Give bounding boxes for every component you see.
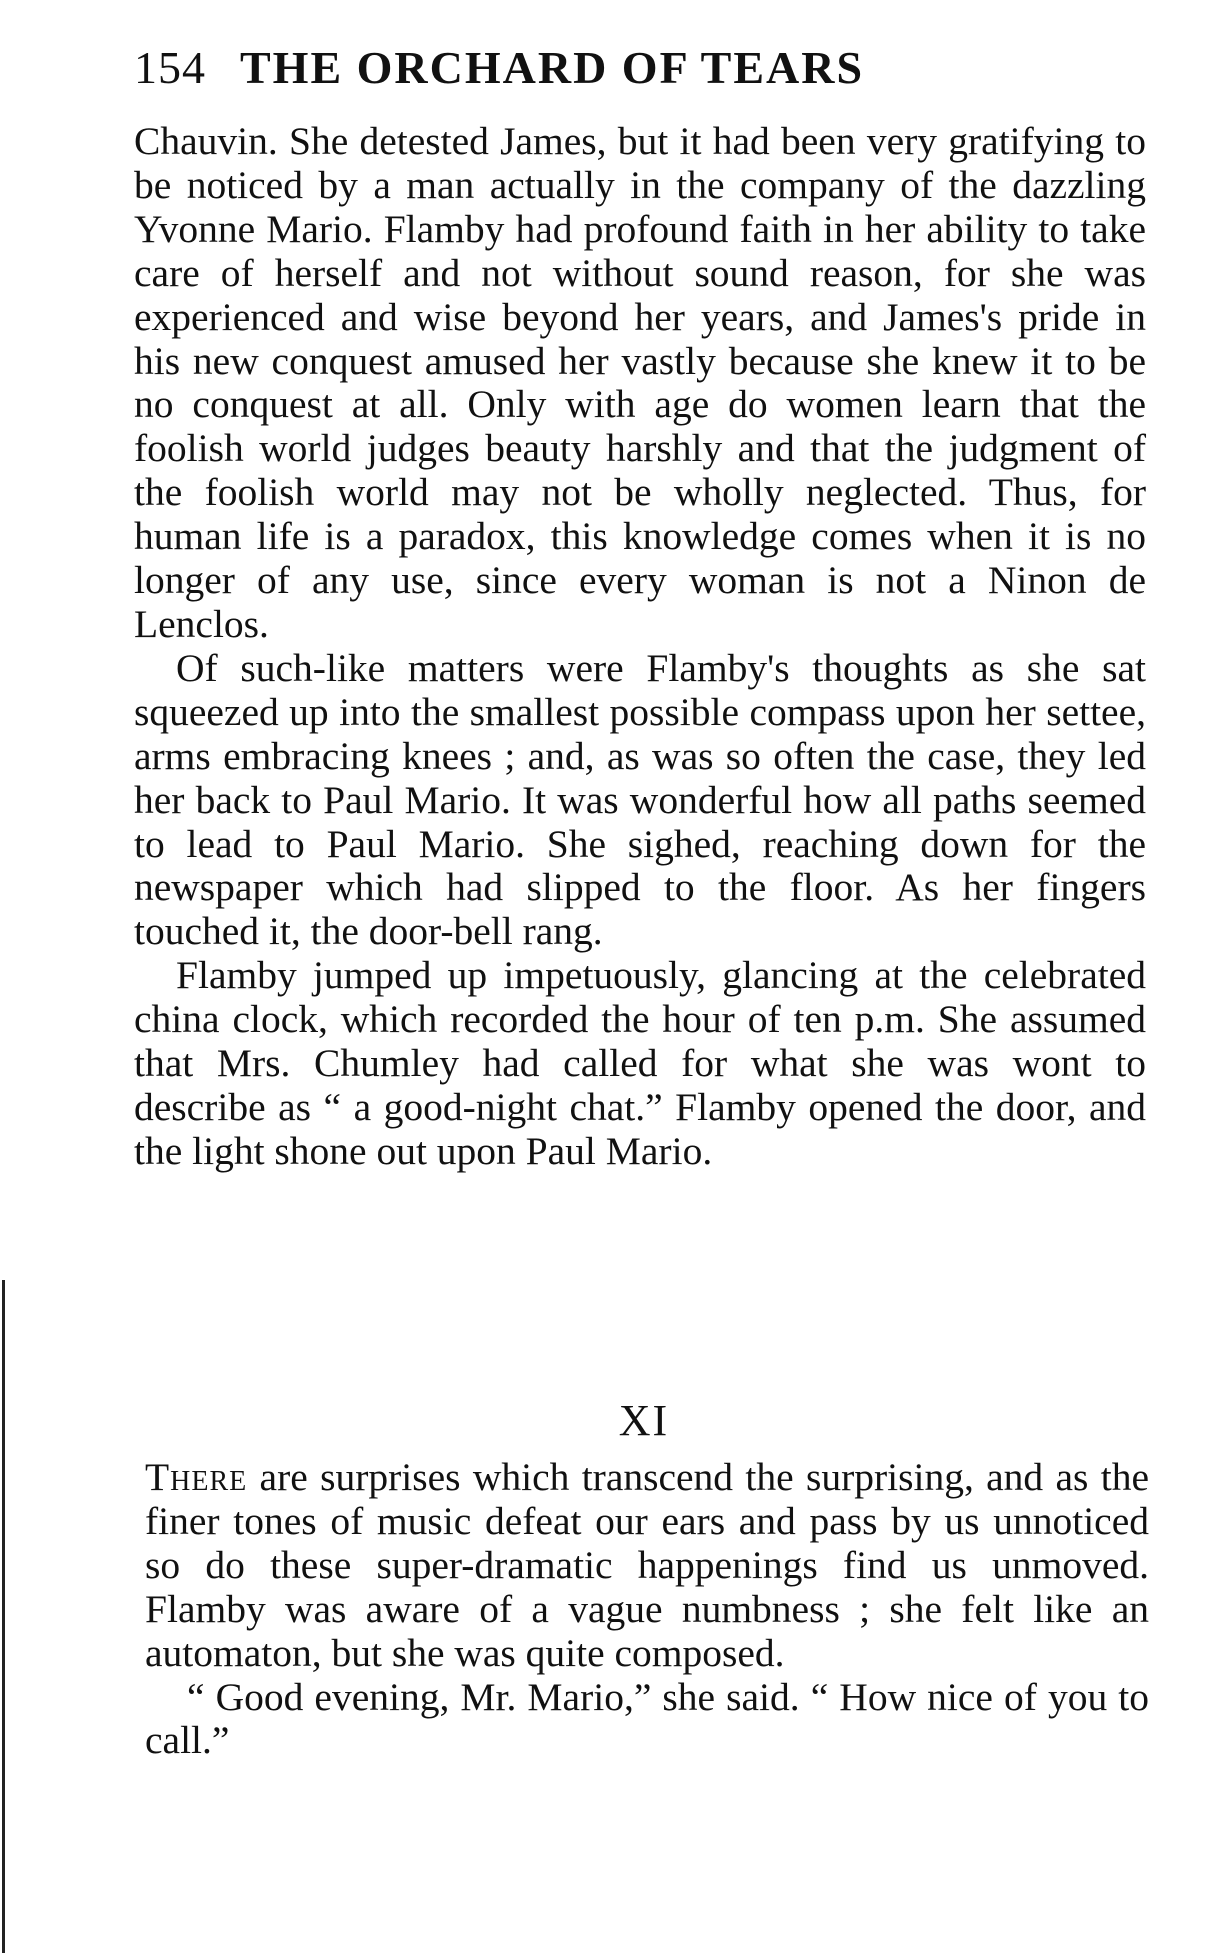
chapter-text xyxy=(145,1456,1149,1763)
dialogue-paragraph: “ Good evening, Mr. Mario,” she said. “ How nice of you to call.” xyxy=(145,1674,1149,1763)
running-title: THE ORCHARD OF TEARS xyxy=(240,42,865,93)
paragraph-continued: Chauvin. She detested James, but it had been very gratifying to be noticed by a man actually in the company of the dazzling Yvonne Mario. Flamby had profound faith in her ability to take care of herself and not without sound reason, for she was experienced and wise beyond her years, and James's pride in his new conquest amused her vastly because she knew it to be no conquest at all. Only with age do women learn that the foolish world judges beauty harshly and that the judgment of the foolish world may not be wholly neglected. Thus, for human life is a paradox, this knowledge comes when it is no longer of any use, since every woman is not a Ninon de Lenclos. xyxy=(134,119,1146,646)
page-number: 154 xyxy=(134,42,206,93)
scan-edge-line xyxy=(2,1280,5,1953)
opening-word: There xyxy=(145,1455,248,1499)
running-head xyxy=(134,38,1154,98)
paragraph: Of such-like matters were Flamby's thoughts as she sat squeezed up into the smallest possible compass upon her settee, arms embracing knees ; and, as was so often the case, they led her back to Paul Mario. It was wonderful how all paths seemed to lead to Paul Mario. She sighed, reaching down for the newspaper which had slipped to the floor. As her fingers touched it, the door-bell rang. xyxy=(134,645,1146,954)
body-text xyxy=(134,120,1146,1174)
opening-text: are surprises which transcend the surprising, and as the finer tones of music defeat our ears and pass by us unnoticed so do these super-dramatic happenings find us unmoved. Flamby was aware of a vague numbness ; she felt like an automaton, but she was quite composed. xyxy=(145,1455,1149,1675)
chapter-opening-paragraph xyxy=(145,1456,1149,1676)
chapter-number: XI xyxy=(618,1396,670,1445)
paragraph: Flamby jumped up impetuously, glancing at the celebrated china clock, which recorded the hour of ten p.m. She assumed that Mrs. Chumley had called for what she was wont to describe as “ a good-night chat.” Flamby opened the door, and the light shone out upon Paul Mario. xyxy=(134,953,1146,1173)
